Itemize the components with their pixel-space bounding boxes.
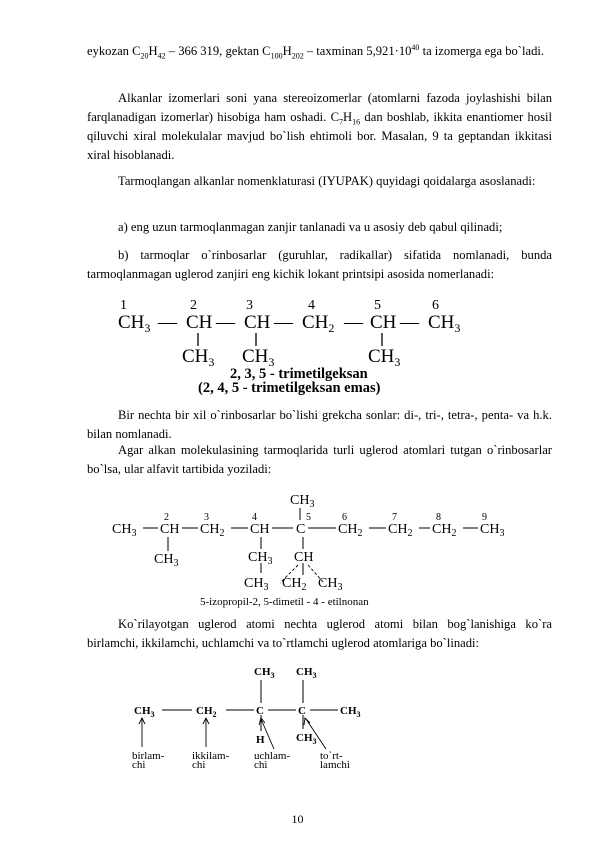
locant: 3 xyxy=(204,512,209,523)
paragraph-iupac-rules: Tarmoqlangan alkanlar nomenklaturasi (IYUPAK) quyidagi qoidalarga asoslanadi: xyxy=(118,174,536,188)
carbon-group: $CH_2$ xyxy=(388,522,413,539)
bond: — xyxy=(216,312,235,333)
figure-carbon-types xyxy=(128,663,378,773)
carbon-group: $CH_3$ xyxy=(118,312,151,335)
locant-row xyxy=(120,298,439,313)
page-number: 10 xyxy=(291,812,304,826)
bond: — xyxy=(158,312,177,333)
carbon-group: $CH_2$ xyxy=(200,522,225,539)
carbon-group: $CH_3$ xyxy=(480,522,505,539)
carbon-group: C xyxy=(296,522,306,537)
isopropyl-ch3: $CH_3$ xyxy=(318,576,343,593)
carbon-group: $CH_3$ xyxy=(428,312,461,335)
methyl-branch: $CH_3$ xyxy=(242,346,275,369)
carbon-group: CH xyxy=(244,312,271,333)
ethyl-ch2-c4: $CH_3$ xyxy=(248,550,273,567)
carbon-group: $CH_3$ xyxy=(112,522,137,539)
label-tertiary: uchlam-chi xyxy=(254,750,291,771)
locant: 7 xyxy=(392,512,397,523)
locant: 2 xyxy=(190,298,197,313)
branch-bonds xyxy=(198,333,382,346)
paragraph-stereoisomers: Alkanlar izomerlari soni yana stereoizomerlar (atomlarni fazoda joylashishi bilan farqlanadigan izomerlar) hisobiga ham oshadi. $C_7H_{16}$ dan boshlab, ikkita enantiomer hosil qiluvchi xiral molekulalar mavjud bo`lish ehtimoli bor. Masalan, 9 ta geptandan ikkitasi xiral hisoblanadi. xyxy=(87,91,553,162)
correct-name: 2, 3, 5 - trimetilgeksan xyxy=(230,366,368,382)
methyl-c2: $CH_3$ xyxy=(154,552,179,569)
label-quaternary: to`rt-lamchi xyxy=(320,750,350,771)
carbon-group: CH xyxy=(250,522,270,537)
carbon-group: CH xyxy=(160,522,180,537)
ethyl-ch3: $CH_3$ xyxy=(244,576,269,593)
figure3-chain xyxy=(134,705,361,719)
locant: 9 xyxy=(482,512,487,523)
carbon-group: $CH_3$ xyxy=(134,705,155,719)
paragraph-alphabetical-order: Agar alkan molekulasining tarmoqlarida turli uglerod atomlari tutgan o`rinbosarlar bo`lsa, ular alfavit tartibida yoziladi: xyxy=(87,443,552,476)
carbon-group: CH xyxy=(186,312,213,333)
carbon-group: CH xyxy=(370,312,397,333)
carbon-group: $CH_2$ xyxy=(196,705,217,719)
carbon-group: C xyxy=(298,705,306,717)
main-chain xyxy=(112,522,504,539)
locant: 8 xyxy=(436,512,441,523)
figure-ethylnonane xyxy=(110,491,520,611)
bond: — xyxy=(344,312,363,333)
isopropyl-ch2: $CH_2$ xyxy=(282,576,307,593)
carbon-group: $CH_2$ xyxy=(338,522,363,539)
classification-labels xyxy=(132,750,350,771)
paragraph-rule-b: b) tarmoqlar o`rinbosarlar (guruhlar, radikallar) sifatida nomlanadi, bunda tarmoqlanmagan uglerod zanjiri eng kichik lokant printsipi asosida nomerlanadi: xyxy=(87,248,552,281)
locant: 4 xyxy=(308,298,315,313)
paragraph-isomer-counts: eykozan $C_{20}H_{42} - 366$ 319, gektan $C_{100}H_{202}$ – taxminan $5,921\cdot 10^{40}$ ta izomerga ega bo`ladi. xyxy=(87,42,545,61)
figure2-caption: 5-izopropil-2, 5-dimetil - 4 - etilnonan xyxy=(200,596,369,608)
locant: 3 xyxy=(246,298,253,313)
main-chain xyxy=(118,312,460,335)
carbon-group: $CH_2$ xyxy=(432,522,457,539)
carbon-group: $CH_2$ xyxy=(302,312,335,335)
paragraph-rule-a: a) eng uzun tarmoqlanmagan zanjir tanlanadi va u asosiy deb qabul qilinadi; xyxy=(118,220,503,234)
methyl-bottom: $CH_3$ xyxy=(296,732,317,746)
label-secondary: ikkilam-chi xyxy=(192,750,230,771)
locant: 2 xyxy=(164,512,169,523)
carbon-group: C xyxy=(256,705,264,717)
bottom-substituents xyxy=(256,732,317,746)
locant: 1 xyxy=(120,298,127,313)
methyl-top-1: $CH_3$ xyxy=(254,666,275,680)
label-primary: birlam-chi xyxy=(132,750,165,771)
carbon-group: $CH_3$ xyxy=(340,705,361,719)
locant: 6 xyxy=(342,512,347,523)
figure3-bonds xyxy=(162,680,338,731)
hydrogen-atom: H xyxy=(256,734,265,746)
locant: 5 xyxy=(306,512,311,523)
methyl-top: $CH_3$ xyxy=(290,493,315,510)
methyl-branch: $CH_3$ xyxy=(368,346,401,369)
locant: 4 xyxy=(252,512,257,523)
paragraph-greek-prefixes: Bir nechta bir xil o`rinbosarlar bo`lishi grekcha sonlar: di-, tri-, tetra-, penta- va h.k. bilan nomlanadi. xyxy=(87,408,552,441)
substituents xyxy=(154,550,342,593)
bond: — xyxy=(400,312,419,333)
bond: — xyxy=(274,312,293,333)
top-substituents xyxy=(254,666,317,680)
paragraph-carbon-classification: Ko`rilayotgan uglerod atomi nechta uglerod atomi bilan bog`lanishiga ko`ra birlamchi, ikkilamchi, uchlamchi va to`rtlamchi uglerod atomlariga bo`linadi: xyxy=(87,617,552,650)
locant: 6 xyxy=(432,298,439,313)
isopropyl-ch-c5: CH xyxy=(294,550,314,565)
methyl-branch: $CH_3$ xyxy=(182,346,215,369)
figure-trimethylhexane xyxy=(112,296,482,394)
incorrect-name: (2, 4, 5 - trimetilgeksan emas) xyxy=(198,380,381,396)
locant: 5 xyxy=(374,298,381,313)
methyl-top-2: $CH_3$ xyxy=(296,666,317,680)
